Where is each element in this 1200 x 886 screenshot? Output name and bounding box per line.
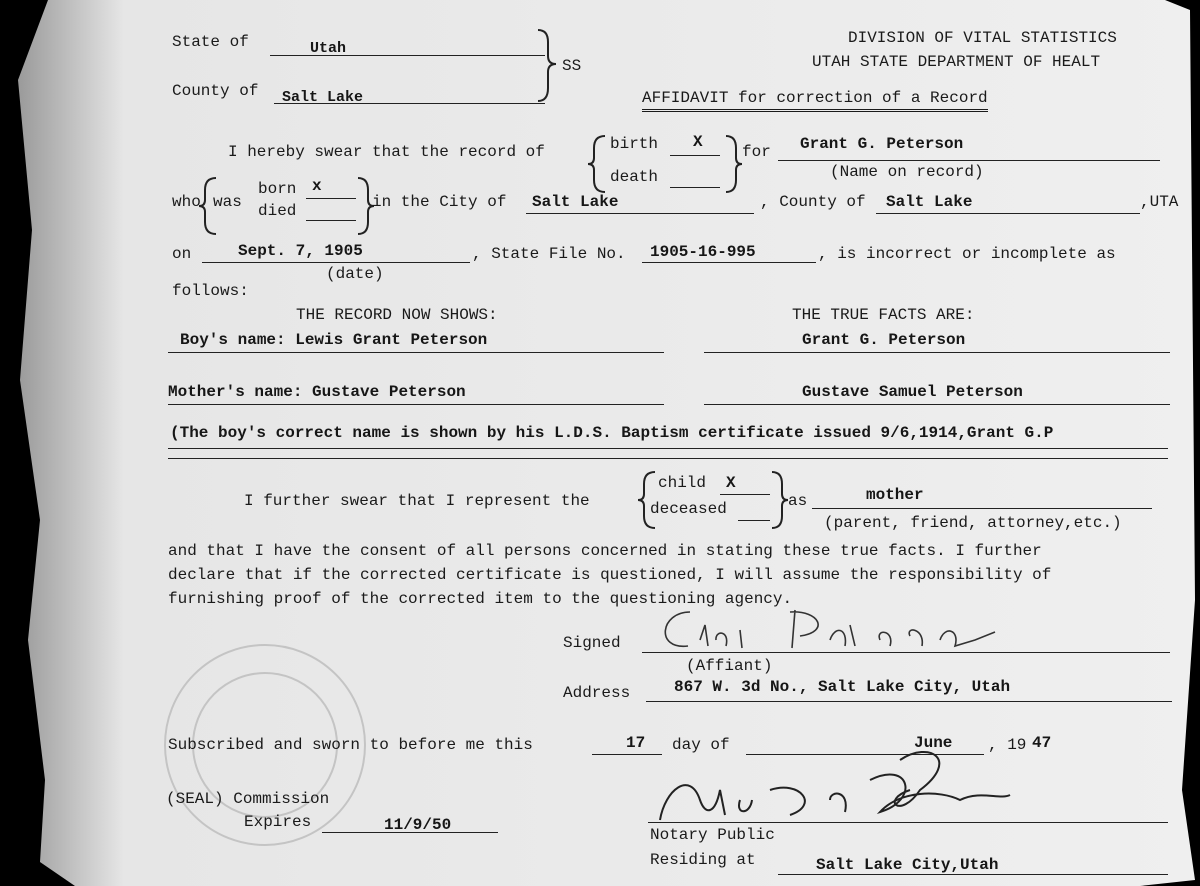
form-title: AFFIDAVIT for correction of a Record [642, 89, 988, 112]
state-file-value: 1905-16-995 [650, 243, 756, 261]
child-check-mark: X [726, 474, 736, 492]
county-text: , County of [760, 193, 866, 211]
division-heading: DIVISION OF VITAL STATISTICS [848, 29, 1117, 47]
baptism-note: (The boy's correct name is shown by his L.D.S. Baptism certificate issued 9/6,1914,Grant G.P [170, 424, 1054, 442]
died-label: died [258, 202, 297, 220]
mother-true-line [704, 404, 1170, 405]
who-label: who [172, 193, 201, 211]
department-heading: UTAH STATE DEPARTMENT OF HEALT [812, 53, 1101, 71]
seal-label: (SEAL) Commission [166, 790, 330, 808]
file-text: , State File No. [472, 245, 626, 263]
notary-line [648, 822, 1168, 823]
child-label: child [658, 474, 707, 492]
note-line-1 [168, 448, 1168, 449]
date-value: Sept. 7, 1905 [238, 242, 363, 260]
declaration-line-3: furnishing proof of the corrected item to the questioning agency. [168, 590, 793, 608]
signed-label: Signed [563, 634, 621, 652]
record-name-line [778, 160, 1160, 161]
boy-true-line [704, 352, 1170, 353]
follows-text: follows: [172, 282, 249, 300]
declaration-line-1: and that I have the consent of all persons concerned in stating these true facts. I further [168, 542, 1042, 560]
on-label: on [172, 245, 192, 263]
deceased-label: deceased [650, 500, 727, 518]
birth-check-mark: X [693, 133, 703, 151]
address-line [646, 701, 1172, 702]
expires-label: Expires [244, 813, 312, 831]
city-value: Salt Lake [532, 193, 619, 211]
state-line [270, 55, 545, 56]
expires-line [322, 832, 498, 833]
file-line [642, 262, 816, 263]
born-label: born [258, 180, 297, 198]
city-line [526, 213, 754, 214]
declaration-line-2: declare that if the corrected certificate is questioned, I will assume the responsibility of [168, 566, 1052, 584]
date-caption: (date) [326, 265, 384, 283]
address-label: Address [563, 684, 631, 702]
true-facts-heading: THE TRUE FACTS ARE: [792, 306, 975, 324]
signed-line [642, 652, 1170, 653]
year-prefix: , 19 [988, 736, 1027, 754]
day-line [592, 754, 662, 755]
county-value: Salt Lake [282, 89, 364, 106]
birth-label: birth [610, 135, 659, 153]
state-truncated: ,UTA [1140, 193, 1179, 211]
record-shows-heading: THE RECORD NOW SHOWS: [296, 306, 498, 324]
residing-value: Salt Lake City,Utah [816, 856, 999, 874]
incorrect-text: , is incorrect or incomplete as [818, 245, 1116, 263]
year-value: 47 [1032, 734, 1052, 752]
mother-shows-line [168, 404, 664, 405]
relation-caption: (parent, friend, attorney,etc.) [824, 514, 1122, 532]
represent-text: I further swear that I represent the [244, 492, 590, 510]
record-county-value: Salt Lake [886, 193, 973, 211]
month-line [746, 754, 984, 755]
swear-text: I hereby swear that the record of [228, 143, 545, 161]
birth-line [670, 155, 720, 156]
city-text: in the City of [372, 193, 507, 211]
born-check-mark: x [312, 177, 322, 195]
note-line-2 [168, 458, 1168, 459]
relation-line [812, 508, 1152, 509]
address-value: 867 W. 3d No., Salt Lake City, Utah [674, 678, 1011, 696]
boy-name-shows: Boy's name: Lewis Grant Peterson [180, 331, 488, 349]
date-line [202, 262, 470, 263]
residing-line [778, 874, 1168, 875]
was-label: was [213, 193, 242, 211]
died-line [306, 220, 356, 221]
state-label: State of [172, 33, 249, 51]
month-value: June [914, 734, 953, 752]
residing-label: Residing at [650, 851, 756, 869]
affiant-caption: (Affiant) [686, 657, 773, 675]
relation-value: mother [866, 486, 924, 504]
ss-label: SS [562, 57, 582, 75]
subscribed-text: Subscribed and sworn to before me this [168, 736, 533, 754]
as-label: as [788, 492, 808, 510]
death-label: death [610, 168, 659, 186]
expires-value: 11/9/50 [384, 816, 452, 834]
death-line [670, 187, 720, 188]
notary-public-label: Notary Public [650, 826, 775, 844]
county-label: County of [172, 82, 259, 100]
county-line [274, 103, 545, 104]
boy-name-true: Grant G. Peterson [802, 331, 966, 349]
day-of-text: day of [672, 736, 730, 754]
boy-shows-line [168, 352, 664, 353]
name-caption: (Name on record) [830, 163, 984, 181]
record-county-line [876, 213, 1140, 214]
state-value: Utah [310, 40, 347, 57]
deceased-line [738, 520, 770, 521]
born-line [306, 198, 356, 199]
for-label: for [742, 143, 771, 161]
mother-name-true: Gustave Samuel Peterson [802, 383, 1023, 401]
day-value: 17 [626, 734, 646, 752]
child-line [720, 494, 770, 495]
mother-name-shows: Mother's name: Gustave Peterson [168, 383, 466, 401]
record-name-value: Grant G. Peterson [800, 135, 964, 153]
